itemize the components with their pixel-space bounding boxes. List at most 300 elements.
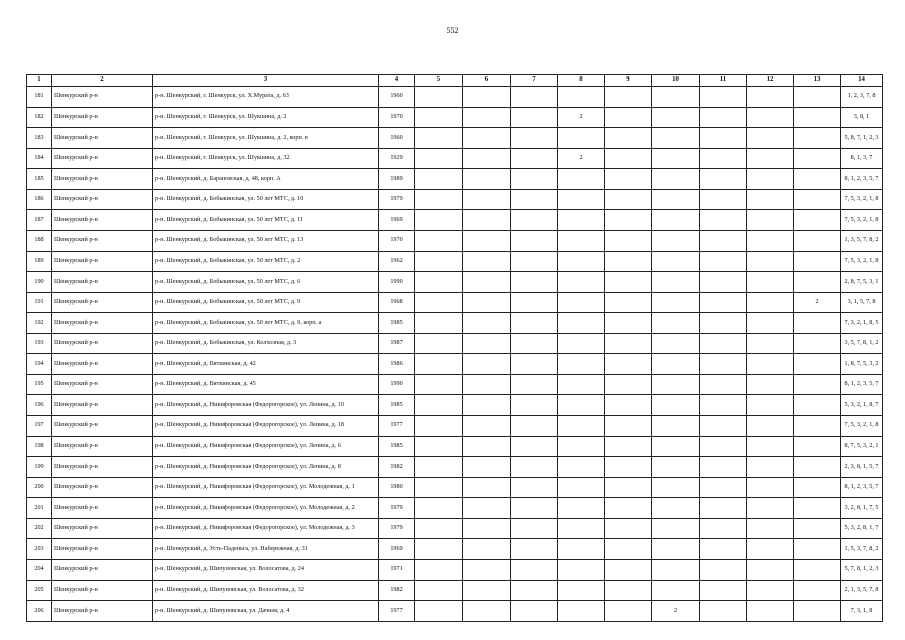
cell-col-10 xyxy=(652,272,700,293)
table-row xyxy=(27,498,883,519)
cell-col-8 xyxy=(558,333,605,354)
cell-col-3: р-н. Шенкурский, д. Бобыкинская, ул. 50 лет МТС, д. 13 xyxy=(153,230,379,251)
cell-col-13 xyxy=(794,313,841,334)
cell-col-7 xyxy=(511,354,558,375)
cell-col-13 xyxy=(794,210,841,231)
cell-col-6 xyxy=(463,333,511,354)
cell-col-14: 1, 2, 3, 7, 8 xyxy=(841,87,883,108)
cell-col-11 xyxy=(700,251,747,272)
cell-col-4: 1960 xyxy=(379,87,415,108)
cell-col-1: 192 xyxy=(27,313,52,334)
cell-col-7 xyxy=(511,457,558,478)
cell-col-11 xyxy=(700,333,747,354)
cell-col-1: 200 xyxy=(27,477,52,498)
cell-col-4: 1977 xyxy=(379,601,415,622)
cell-col-9 xyxy=(605,333,652,354)
cell-col-9 xyxy=(605,87,652,108)
cell-col-9 xyxy=(605,210,652,231)
cell-col-8 xyxy=(558,128,605,149)
table-row xyxy=(27,210,883,231)
cell-col-1: 186 xyxy=(27,189,52,210)
cell-col-10: 2 xyxy=(652,601,700,622)
table-row xyxy=(27,333,883,354)
cell-col-12 xyxy=(747,313,794,334)
cell-col-11 xyxy=(700,416,747,437)
column-header-5: 5 xyxy=(415,75,463,87)
cell-col-6 xyxy=(463,374,511,395)
cell-col-2: Шенкурский р-н xyxy=(52,128,153,149)
table-row xyxy=(27,148,883,169)
cell-col-11 xyxy=(700,374,747,395)
cell-col-10 xyxy=(652,354,700,375)
cell-col-7 xyxy=(511,230,558,251)
cell-col-9 xyxy=(605,580,652,601)
cell-col-5 xyxy=(415,416,463,437)
cell-col-10 xyxy=(652,395,700,416)
cell-col-6 xyxy=(463,148,511,169)
cell-col-12 xyxy=(747,498,794,519)
cell-col-3: р-н. Шенкурский, д. Никифоровская (Федорогорское), ул. Молодежная, д. 3 xyxy=(153,518,379,539)
cell-col-1: 191 xyxy=(27,292,52,313)
cell-col-13 xyxy=(794,374,841,395)
cell-col-14: 7, 3, 1, 8 xyxy=(841,601,883,622)
cell-col-5 xyxy=(415,128,463,149)
cell-col-11 xyxy=(700,230,747,251)
table-row xyxy=(27,477,883,498)
cell-col-11 xyxy=(700,87,747,108)
cell-col-10 xyxy=(652,87,700,108)
cell-col-2: Шенкурский р-н xyxy=(52,210,153,231)
cell-col-14: 8, 1, 2, 3, 5, 7 xyxy=(841,374,883,395)
cell-col-7 xyxy=(511,498,558,519)
column-header-7: 7 xyxy=(511,75,558,87)
cell-col-10 xyxy=(652,457,700,478)
table-body xyxy=(27,87,883,622)
cell-col-6 xyxy=(463,559,511,580)
cell-col-13 xyxy=(794,230,841,251)
table-row xyxy=(27,416,883,437)
cell-col-9 xyxy=(605,189,652,210)
table-row xyxy=(27,436,883,457)
cell-col-11 xyxy=(700,292,747,313)
cell-col-2: Шенкурский р-н xyxy=(52,169,153,190)
cell-col-5 xyxy=(415,230,463,251)
cell-col-9 xyxy=(605,559,652,580)
column-header-10: 10 xyxy=(652,75,700,87)
cell-col-4: 1960 xyxy=(379,128,415,149)
cell-col-1: 187 xyxy=(27,210,52,231)
cell-col-7 xyxy=(511,210,558,231)
cell-col-13 xyxy=(794,436,841,457)
cell-col-5 xyxy=(415,498,463,519)
cell-col-8 xyxy=(558,518,605,539)
table-row xyxy=(27,374,883,395)
cell-col-2: Шенкурский р-н xyxy=(52,518,153,539)
cell-col-4: 1970 xyxy=(379,230,415,251)
cell-col-12 xyxy=(747,333,794,354)
cell-col-1: 205 xyxy=(27,580,52,601)
cell-col-12 xyxy=(747,354,794,375)
cell-col-2: Шенкурский р-н xyxy=(52,230,153,251)
cell-col-9 xyxy=(605,374,652,395)
cell-col-8 xyxy=(558,87,605,108)
table-row xyxy=(27,539,883,560)
cell-col-6 xyxy=(463,189,511,210)
cell-col-3: р-н. Шенкурский, д. Никифоровская (Федорогорское), ул. Ленина, д. 18 xyxy=(153,416,379,437)
column-header-4: 4 xyxy=(379,75,415,87)
cell-col-10 xyxy=(652,230,700,251)
cell-col-3: р-н. Шенкурский, г. Шенкурск, ул. Шукшина, д. 32 xyxy=(153,148,379,169)
cell-col-2: Шенкурский р-н xyxy=(52,87,153,108)
column-header-14: 14 xyxy=(841,75,883,87)
cell-col-8 xyxy=(558,395,605,416)
cell-col-12 xyxy=(747,580,794,601)
cell-col-11 xyxy=(700,148,747,169)
cell-col-4: 1969 xyxy=(379,210,415,231)
cell-col-3: р-н. Шенкурский, д. Вяткинская, д. 45 xyxy=(153,374,379,395)
cell-col-8 xyxy=(558,498,605,519)
cell-col-2: Шенкурский р-н xyxy=(52,559,153,580)
cell-col-10 xyxy=(652,436,700,457)
cell-col-10 xyxy=(652,580,700,601)
cell-col-14: 7, 5, 3, 2, 1, 8 xyxy=(841,210,883,231)
cell-col-4: 1971 xyxy=(379,559,415,580)
cell-col-11 xyxy=(700,477,747,498)
cell-col-13 xyxy=(794,416,841,437)
cell-col-11 xyxy=(700,436,747,457)
cell-col-10 xyxy=(652,107,700,128)
cell-col-11 xyxy=(700,601,747,622)
cell-col-9 xyxy=(605,292,652,313)
table-row xyxy=(27,251,883,272)
cell-col-7 xyxy=(511,539,558,560)
cell-col-11 xyxy=(700,313,747,334)
cell-col-1: 193 xyxy=(27,333,52,354)
cell-col-5 xyxy=(415,313,463,334)
cell-col-6 xyxy=(463,230,511,251)
cell-col-9 xyxy=(605,128,652,149)
cell-col-3: р-н. Шенкурский, д. Бобыкинская, ул. 50 лет МТС, д. 10 xyxy=(153,189,379,210)
cell-col-8 xyxy=(558,210,605,231)
cell-col-8 xyxy=(558,436,605,457)
cell-col-6 xyxy=(463,313,511,334)
cell-col-8 xyxy=(558,580,605,601)
cell-col-12 xyxy=(747,457,794,478)
cell-col-2: Шенкурский р-н xyxy=(52,539,153,560)
cell-col-4: 1969 xyxy=(379,539,415,560)
cell-col-6 xyxy=(463,251,511,272)
cell-col-6 xyxy=(463,416,511,437)
cell-col-1: 196 xyxy=(27,395,52,416)
cell-col-10 xyxy=(652,416,700,437)
table-row xyxy=(27,292,883,313)
cell-col-11 xyxy=(700,457,747,478)
cell-col-3: р-н. Шенкурский, д. Шипуновская, ул. Дачная, д. 4 xyxy=(153,601,379,622)
cell-col-14: 7, 5, 3, 2, 1, 8 xyxy=(841,251,883,272)
table-row xyxy=(27,230,883,251)
cell-col-13: 2 xyxy=(794,292,841,313)
cell-col-5 xyxy=(415,539,463,560)
cell-col-2: Шенкурский р-н xyxy=(52,189,153,210)
table-row xyxy=(27,601,883,622)
cell-col-7 xyxy=(511,333,558,354)
cell-col-3: р-н. Шенкурский, д. Бобыкинская, ул. 50 лет МТС, д. 9, корп. а xyxy=(153,313,379,334)
cell-col-2: Шенкурский р-н xyxy=(52,333,153,354)
cell-col-14: 7, 3, 2, 1, 8, 5 xyxy=(841,313,883,334)
cell-col-3: р-н. Шенкурский, д. Бобыкинская, ул. 50 лет МТС, д. 6 xyxy=(153,272,379,293)
cell-col-9 xyxy=(605,313,652,334)
cell-col-12 xyxy=(747,374,794,395)
cell-col-11 xyxy=(700,518,747,539)
cell-col-1: 181 xyxy=(27,87,52,108)
cell-col-14: 5, 3, 2, 8, 1, 7 xyxy=(841,518,883,539)
cell-col-5 xyxy=(415,272,463,293)
cell-col-10 xyxy=(652,374,700,395)
cell-col-13 xyxy=(794,148,841,169)
cell-col-12 xyxy=(747,477,794,498)
cell-col-1: 183 xyxy=(27,128,52,149)
cell-col-13 xyxy=(794,272,841,293)
cell-col-10 xyxy=(652,498,700,519)
table-row xyxy=(27,87,883,108)
cell-col-7 xyxy=(511,580,558,601)
cell-col-14: 5, 7, 8, 1, 2, 3 xyxy=(841,559,883,580)
table-row xyxy=(27,457,883,478)
cell-col-7 xyxy=(511,416,558,437)
cell-col-8 xyxy=(558,539,605,560)
cell-col-8 xyxy=(558,292,605,313)
cell-col-10 xyxy=(652,189,700,210)
cell-col-5 xyxy=(415,333,463,354)
cell-col-14: 3, 8, 1 xyxy=(841,107,883,128)
cell-col-12 xyxy=(747,210,794,231)
cell-col-13 xyxy=(794,333,841,354)
cell-col-6 xyxy=(463,107,511,128)
cell-col-6 xyxy=(463,601,511,622)
cell-col-13 xyxy=(794,87,841,108)
cell-col-14: 8, 7, 5, 3, 2, 1 xyxy=(841,436,883,457)
cell-col-10 xyxy=(652,128,700,149)
cell-col-9 xyxy=(605,498,652,519)
cell-col-2: Шенкурский р-н xyxy=(52,436,153,457)
cell-col-5 xyxy=(415,601,463,622)
cell-col-4: 1979 xyxy=(379,498,415,519)
cell-col-6 xyxy=(463,354,511,375)
cell-col-13 xyxy=(794,559,841,580)
cell-col-6 xyxy=(463,292,511,313)
cell-col-7 xyxy=(511,436,558,457)
column-header-11: 11 xyxy=(700,75,747,87)
cell-col-8 xyxy=(558,169,605,190)
cell-col-14: 3, 5, 7, 8, 1, 2 xyxy=(841,333,883,354)
cell-col-3: р-н. Шенкурский, д. Шипуновская, ул. Волосатова, д. 24 xyxy=(153,559,379,580)
cell-col-7 xyxy=(511,518,558,539)
cell-col-2: Шенкурский р-н xyxy=(52,148,153,169)
cell-col-13 xyxy=(794,107,841,128)
cell-col-14: 3, 1, 5, 7, 8 xyxy=(841,292,883,313)
cell-col-14: 1, 5, 3, 7, 8, 2 xyxy=(841,539,883,560)
table-row xyxy=(27,518,883,539)
cell-col-6 xyxy=(463,477,511,498)
cell-col-9 xyxy=(605,251,652,272)
column-header-13: 13 xyxy=(794,75,841,87)
cell-col-1: 182 xyxy=(27,107,52,128)
cell-col-3: р-н. Шенкурский, д. Бобыкинская, ул. 50 лет МТС, д. 9 xyxy=(153,292,379,313)
column-header-9: 9 xyxy=(605,75,652,87)
cell-col-4: 1985 xyxy=(379,313,415,334)
cell-col-8 xyxy=(558,272,605,293)
table-row xyxy=(27,559,883,580)
cell-col-6 xyxy=(463,169,511,190)
cell-col-14: 1, 3, 5, 7, 8, 2 xyxy=(841,230,883,251)
cell-col-3: р-н. Шенкурский, д. Барановская, д. 48, корп. А xyxy=(153,169,379,190)
cell-col-5 xyxy=(415,477,463,498)
cell-col-1: 195 xyxy=(27,374,52,395)
cell-col-5 xyxy=(415,518,463,539)
cell-col-3: р-н. Шенкурский, д. Бобыкинская, ул. 50 лет МТС, д. 11 xyxy=(153,210,379,231)
table-row xyxy=(27,272,883,293)
cell-col-5 xyxy=(415,87,463,108)
cell-col-3: р-н. Шенкурский, д. Бобыкинская, ул. 50 лет МТС, д. 2 xyxy=(153,251,379,272)
cell-col-1: 199 xyxy=(27,457,52,478)
page-number: 552 xyxy=(446,26,459,35)
cell-col-7 xyxy=(511,292,558,313)
cell-col-8 xyxy=(558,601,605,622)
column-header-1: 1 xyxy=(27,75,52,87)
cell-col-4: 1962 xyxy=(379,251,415,272)
cell-col-9 xyxy=(605,457,652,478)
cell-col-10 xyxy=(652,148,700,169)
table-row xyxy=(27,169,883,190)
cell-col-5 xyxy=(415,580,463,601)
cell-col-12 xyxy=(747,518,794,539)
cell-col-13 xyxy=(794,580,841,601)
cell-col-1: 194 xyxy=(27,354,52,375)
cell-col-2: Шенкурский р-н xyxy=(52,498,153,519)
cell-col-8: 2 xyxy=(558,148,605,169)
cell-col-13 xyxy=(794,477,841,498)
cell-col-9 xyxy=(605,436,652,457)
cell-col-4: 1970 xyxy=(379,107,415,128)
cell-col-7 xyxy=(511,169,558,190)
table-row xyxy=(27,580,883,601)
cell-col-12 xyxy=(747,169,794,190)
cell-col-10 xyxy=(652,210,700,231)
cell-col-3: р-н. Шенкурский, д. Никифоровская (Федорогорское), ул. Ленина, д. 8 xyxy=(153,457,379,478)
cell-col-14: 8, 1, 2, 3, 5, 7 xyxy=(841,477,883,498)
cell-col-3: р-н. Шенкурский, д. Никифоровская (Федорогорское), ул. Ленина, д. 10 xyxy=(153,395,379,416)
cell-col-9 xyxy=(605,354,652,375)
cell-col-12 xyxy=(747,148,794,169)
cell-col-3: р-н. Шенкурский, г. Шенкурск, ул. Шукшина, д. 2, корп. в xyxy=(153,128,379,149)
cell-col-4: 1986 xyxy=(379,354,415,375)
cell-col-13 xyxy=(794,539,841,560)
cell-col-10 xyxy=(652,518,700,539)
cell-col-5 xyxy=(415,292,463,313)
cell-col-9 xyxy=(605,539,652,560)
cell-col-2: Шенкурский р-н xyxy=(52,313,153,334)
cell-col-6 xyxy=(463,87,511,108)
cell-col-9 xyxy=(605,395,652,416)
cell-col-12 xyxy=(747,272,794,293)
cell-col-12 xyxy=(747,539,794,560)
cell-col-4: 1979 xyxy=(379,189,415,210)
cell-col-7 xyxy=(511,128,558,149)
cell-col-10 xyxy=(652,477,700,498)
cell-col-1: 185 xyxy=(27,169,52,190)
cell-col-2: Шенкурский р-н xyxy=(52,354,153,375)
cell-col-5 xyxy=(415,189,463,210)
cell-col-11 xyxy=(700,210,747,231)
cell-col-2: Шенкурский р-н xyxy=(52,272,153,293)
cell-col-3: р-н. Шенкурский, д. Шипуновская, ул. Волосатова, д. 32 xyxy=(153,580,379,601)
cell-col-9 xyxy=(605,416,652,437)
cell-col-14: 3, 2, 8, 1, 7, 5 xyxy=(841,498,883,519)
cell-col-7 xyxy=(511,148,558,169)
cell-col-13 xyxy=(794,498,841,519)
cell-col-1: 201 xyxy=(27,498,52,519)
cell-col-2: Шенкурский р-н xyxy=(52,107,153,128)
cell-col-12 xyxy=(747,230,794,251)
cell-col-8 xyxy=(558,374,605,395)
cell-col-13 xyxy=(794,601,841,622)
cell-col-11 xyxy=(700,107,747,128)
cell-col-6 xyxy=(463,272,511,293)
cell-col-7 xyxy=(511,477,558,498)
cell-col-8 xyxy=(558,230,605,251)
cell-col-5 xyxy=(415,436,463,457)
cell-col-14: 1, 8, 7, 5, 3, 2 xyxy=(841,354,883,375)
cell-col-3: р-н. Шенкурский, д. Усть-Паденьга, ул. Набережная, д. 31 xyxy=(153,539,379,560)
cell-col-1: 188 xyxy=(27,230,52,251)
cell-col-4: 1987 xyxy=(379,333,415,354)
cell-col-12 xyxy=(747,292,794,313)
cell-col-1: 184 xyxy=(27,148,52,169)
cell-col-12 xyxy=(747,189,794,210)
register-table xyxy=(26,74,883,622)
cell-col-8 xyxy=(558,251,605,272)
cell-col-13 xyxy=(794,457,841,478)
cell-col-3: р-н. Шенкурский, д. Бобыкинская, ул. Колхозная, д. 3 xyxy=(153,333,379,354)
cell-col-11 xyxy=(700,539,747,560)
cell-col-9 xyxy=(605,169,652,190)
cell-col-3: р-н. Шенкурский, г. Шенкурск, ул. Х.Мурата, д. 63 xyxy=(153,87,379,108)
cell-col-5 xyxy=(415,107,463,128)
cell-col-2: Шенкурский р-н xyxy=(52,292,153,313)
cell-col-9 xyxy=(605,272,652,293)
cell-col-4: 1980 xyxy=(379,477,415,498)
cell-col-7 xyxy=(511,272,558,293)
cell-col-2: Шенкурский р-н xyxy=(52,580,153,601)
cell-col-12 xyxy=(747,601,794,622)
cell-col-10 xyxy=(652,251,700,272)
cell-col-13 xyxy=(794,189,841,210)
cell-col-10 xyxy=(652,292,700,313)
cell-col-10 xyxy=(652,313,700,334)
cell-col-7 xyxy=(511,189,558,210)
cell-col-9 xyxy=(605,107,652,128)
table-row xyxy=(27,354,883,375)
cell-col-2: Шенкурский р-н xyxy=(52,395,153,416)
cell-col-4: 1979 xyxy=(379,518,415,539)
cell-col-5 xyxy=(415,210,463,231)
cell-col-14: 7, 5, 3, 2, 1, 8 xyxy=(841,189,883,210)
cell-col-9 xyxy=(605,148,652,169)
cell-col-9 xyxy=(605,230,652,251)
cell-col-7 xyxy=(511,87,558,108)
table-row xyxy=(27,313,883,334)
cell-col-8 xyxy=(558,354,605,375)
